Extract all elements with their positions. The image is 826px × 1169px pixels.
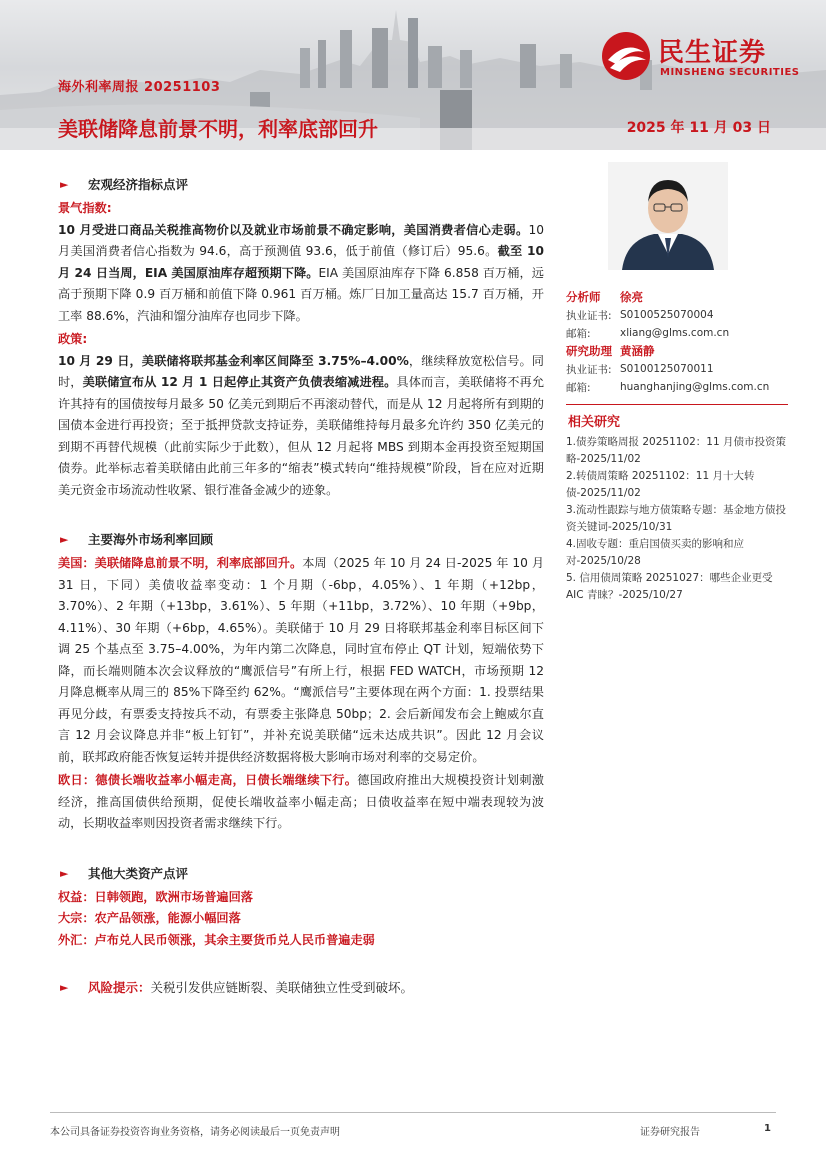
eu-jp-rates-paragraph <box>58 770 544 835</box>
analyst-photo <box>608 162 728 270</box>
sentiment-p1-bold: 10 月受进口商品关税推高物价以及就业市场前景不确定影响，美国消费者信心走弱。 <box>58 222 529 237</box>
analyst-portrait-icon <box>608 162 728 270</box>
main-content <box>58 172 544 1001</box>
assistant-row <box>566 342 788 360</box>
section-title: 宏观经济指标点评 <box>88 177 189 193</box>
related-research <box>566 404 788 604</box>
us-rates-text: 本周（2025 年 10 月 24 日-2025 年 10 月 31 日，下同）美债收益率变动：1 个月期（-6bp，4.05%）、1 年期（+12bp，3.70%）、2 年期（+13bp，3.61%）、5 年期（+11bp，3.72%）、10 年期（+9bp，4.11%）、30 年期（+6bp，4.65%）。美联储于 10 月 29 日将联邦基金利率目标区间下调 25 个基点至 3.75–4.00%，为年内第二次降息，同时宣布停止 QT 计划，短端依势下降，而长端则随本次会议释放的“鹰派信号”有所上行，根据 FED WATCH，市场预期 12 月降息概率从周三的 85%下降至约 62%。“鹰派信号”主要体现在两个方面：1. 投票结果再见分歧，有票委支持按兵不动，有票委主张降息 50bp；2. 会后新闻发布会上鲍威尔直言 12 月会议降息并非“板上钉钉”，并补充说美联储“远未达成共识”。因此 12 月会议前，联邦政府能否恢复运转并提供经济数据将极大影响市场对利率的交易定价。 <box>58 556 545 764</box>
related-item[interactable]: 2.转债周策略 20251102：11 月十大转债-2025/11/02 <box>566 470 755 499</box>
sentiment-label: 景气指数: <box>58 201 112 215</box>
related-item[interactable]: 1.债券策略周报 20251102：11 月债市投资策略-2025/11/02 <box>566 436 786 465</box>
report-date: 2025 年 11 月 03 日 <box>626 120 771 136</box>
analyst-row <box>566 288 788 306</box>
assistant-role: 研究助理 <box>566 344 612 358</box>
sentiment-p2-text: EIA 美国原油库存下降 6.858 百万桶，远高于预期下降 0.9 百万桶和前值下降 0.961 百万桶。炼厂日加工量高达 15.7 百万桶，开工率 88.6%，汽油和馏分油库存也同步下降。 <box>58 265 544 323</box>
risk-text: 关税引发供应链断裂、美联储独立性受到破坏。 <box>150 980 414 996</box>
arrow-icon: ► <box>60 178 69 192</box>
logo-text-en: MINSHENG SECURITIES <box>660 67 800 78</box>
assistant-name: 黄涵静 <box>620 344 655 358</box>
footer-doc-type: 证券研究报告 <box>640 1127 700 1138</box>
page-title: 美联储降息前景不明，利率底部回升 <box>58 117 378 141</box>
policy-label: 政策: <box>58 332 88 346</box>
assistant-email[interactable]: huanghanjing@glms.com.cn <box>620 381 770 393</box>
risk-label: 风险提示： <box>88 980 151 996</box>
assistant-cert: S0100125070011 <box>620 363 714 375</box>
logo-text-cn: 民生证券 <box>658 38 767 68</box>
page-number: 1 <box>764 1123 771 1134</box>
cert-label: 执业证书: <box>566 363 612 376</box>
policy-text-2: 具体而言，美联储将不再允许其持有的国债按每月最多 50 亿美元到期后不再滚动替代，而是从 12 月起将所有到期的国债本金进行再投资；至于抵押贷款支持证券，美联储维持每月最多允许约 350 亿美元的到期不再替代规模（此前实际少于此数），但从 12 月起将 MBS 到期本金再投资至短期国债券。此举标志着美联储由此前三年多的“缩表”模式转向“维持规模”阶段，旨在应对近期美元资金市场流动性收紧、银行准备金减少的迹象。 <box>58 375 545 497</box>
us-rates-paragraph <box>58 553 544 768</box>
assistant-email-row <box>566 378 788 396</box>
arrow-icon: ► <box>60 981 69 995</box>
footer-disclaimer: 本公司具备证券投资咨询业务资格，请务必阅读最后一页免责声明 <box>50 1127 340 1138</box>
sentiment-p2-bold: 截至 10 月 24 日当周，EIA 美国原油库存超预期下降。 <box>58 244 544 280</box>
analyst-name: 徐亮 <box>620 290 643 304</box>
policy-text-1: ，继续释放宽松信号。同时， <box>58 353 544 389</box>
arrow-icon: ► <box>60 866 69 880</box>
analyst-info <box>566 288 788 396</box>
analyst-role: 分析师 <box>566 290 601 304</box>
related-title: 相关研究 <box>568 415 621 430</box>
section-heading-macro <box>58 172 544 198</box>
analyst-cert: S0100525070004 <box>620 309 714 321</box>
email-label: 邮箱: <box>566 327 591 340</box>
related-item[interactable]: 4.固收专题：重启国债买卖的影响和应对-2025/10/28 <box>566 538 745 567</box>
cert-label: 执业证书: <box>566 309 612 322</box>
section-heading-rates <box>58 527 544 553</box>
commodity-line: 大宗：农产品领涨，能源小幅回落 <box>58 911 241 925</box>
related-item[interactable]: 3.流动性跟踪与地方债策略专题：基金地方债投资关键词-2025/10/31 <box>566 504 787 533</box>
report-type: 海外利率周报 20251103 <box>58 80 221 95</box>
minsheng-logo <box>600 30 810 90</box>
section-title: 其他大类资产点评 <box>88 865 189 881</box>
related-item[interactable]: 5. 信用债周策略 20251027：哪些企业更受 AIC 青睐？-2025/10/27 <box>566 572 773 601</box>
analyst-email[interactable]: xliang@glms.com.cn <box>620 327 730 339</box>
us-rates-label: 美国：美联储降息前景不明，利率底部回升。 <box>58 556 303 570</box>
policy-bold-2: 美联储宣布从 12 月 1 日起停止其资产负债表缩减进程。 <box>82 375 397 389</box>
assistant-cert-row <box>566 360 788 378</box>
fx-line: 外汇：卢布兑人民币领涨，其余主要货币兑人民币普遍走弱 <box>58 932 375 947</box>
policy-paragraph <box>58 351 544 502</box>
sentiment-paragraph <box>58 220 544 328</box>
section-heading-assets <box>58 861 544 887</box>
eu-jp-rates-label: 欧日：德债长端收益率小幅走高，日债长端继续下行。 <box>58 773 358 787</box>
eu-jp-rates-text: 德国政府推出大规模投资计划刺激经济，推高国债供给预期，促使长端收益率小幅走高；日债收益率在短中端表现较为波动，长期收益率则因投资者需求继续下行。 <box>58 773 544 830</box>
header-banner <box>0 0 826 150</box>
sentiment-p1-text: 10 月美国消费者信心指数为 94.6，高于预测值 93.6，低于前值（修订后）95.6。 <box>58 222 544 258</box>
arrow-icon: ► <box>60 533 69 547</box>
email-label: 邮箱: <box>566 381 591 394</box>
analyst-email-row <box>566 324 788 342</box>
logo-mark-icon <box>600 30 652 82</box>
equity-line: 权益：日韩领跑，欧洲市场普遍回落 <box>58 889 253 904</box>
footer-divider <box>50 1112 776 1113</box>
risk-note <box>58 975 544 1001</box>
section-title: 主要海外市场利率回顾 <box>88 532 214 548</box>
policy-bold-1: 10 月 29 日，美联储将联邦基金利率区间降至 3.75%–4.00% <box>58 353 409 368</box>
analyst-cert-row <box>566 306 788 324</box>
